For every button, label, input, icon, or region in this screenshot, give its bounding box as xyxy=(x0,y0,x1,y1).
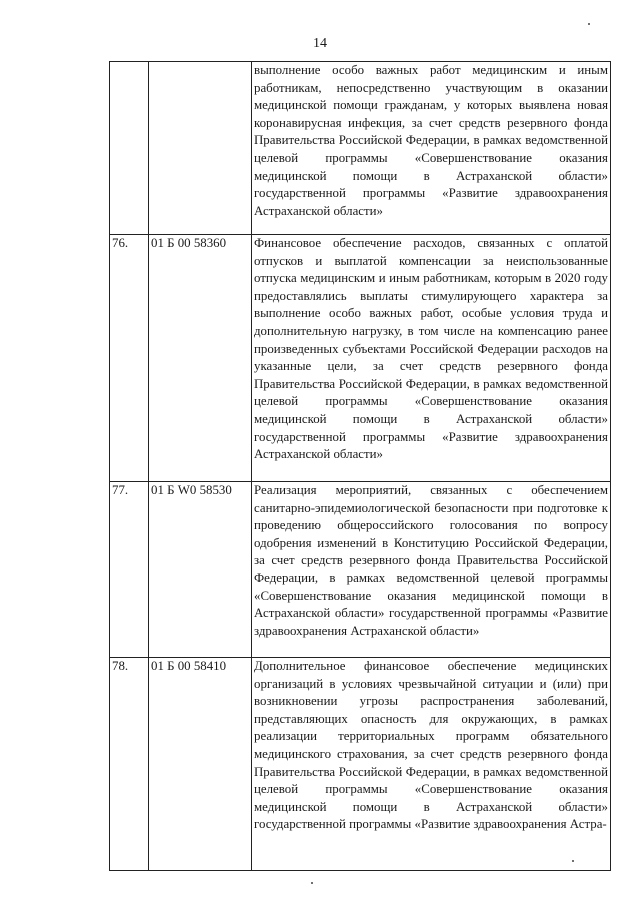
budget-code: 01 Б 00 58410 xyxy=(149,658,252,871)
table-row-76 xyxy=(110,235,611,482)
budget-codes-table xyxy=(109,61,611,871)
row-number: 77. xyxy=(110,482,149,658)
budget-code: 01 Б 00 58360 xyxy=(149,235,252,482)
table-row-77 xyxy=(110,482,611,658)
scan-speck xyxy=(572,860,574,862)
row-description: выполнение особо важных работ медицинским и иным работникам, непосредственно участвующим в оказании медицинской помощи гражданам, у которых выявлена новая коронавирусная инфекция, за счет средств резервного фонда Правительства Российской Федерации, в рамках ведомственной целевой программы «Совершенствование оказания медицинской помощи в Астраханской области» государственной программы «Развитие здравоохранения Астраханской области» xyxy=(252,62,611,235)
page-number: 14 xyxy=(313,36,327,51)
table-row-78 xyxy=(110,658,611,871)
budget-code xyxy=(149,62,252,235)
row-number: 76. xyxy=(110,235,149,482)
row-description: Реализация мероприятий, связанных с обеспечением санитарно-эпидемиологической безопасности при подготовке к проведению общероссийского голосования по вопросу одобрения изменений в Конституцию Российской Федерации, за счет средств резервного фонда Правительства Российской Федерации, в рамках ведомственной целевой программы «Совершенствование оказания медицинской помощи в Астраханской области» государственной программы «Развитие здравоохранения Астраханской области» xyxy=(252,482,611,658)
scan-speck xyxy=(588,23,590,25)
row-number xyxy=(110,62,149,235)
row-number: 78. xyxy=(110,658,149,871)
budget-code: 01 Б W0 58530 xyxy=(149,482,252,658)
table-row-continuation xyxy=(110,62,611,235)
scan-speck xyxy=(311,882,313,884)
row-description: Дополнительное финансовое обеспечение медицинских организаций в условиях чрезвычайной ситуации и (или) при возникновении угрозы распространения заболеваний, представляющих опасность для окружающих, в рамках реализации территориальных программ обязательного медицинского страхования, за счет средств резервного фонда Правительства Российской Федерации, в рамках ведомственной целевой программы «Совершенствование оказания медицинской помощи в Астраханской области» государственной программы «Развитие здравоохранения Астра- xyxy=(252,658,611,871)
row-description: Финансовое обеспечение расходов, связанных с оплатой отпусков и выплатой компенсации за неиспользованные отпуска медицинским и иным работникам, которым в 2020 году предоставлялись выплаты стимулирующего характера за выполнение особо важных работ, особые условия труда и дополнительную нагрузку, в том числе на компенсацию ранее произведенных субъектами Российской Федерации расходов на указанные цели, за счет средств резервного фонда Правительства Российской Федерации, в рамках ведомственной целевой программы «Совершенствование оказания медицинской помощи в Астраханской области» государственной программы «Развитие здравоохранения Астраханской области» xyxy=(252,235,611,482)
